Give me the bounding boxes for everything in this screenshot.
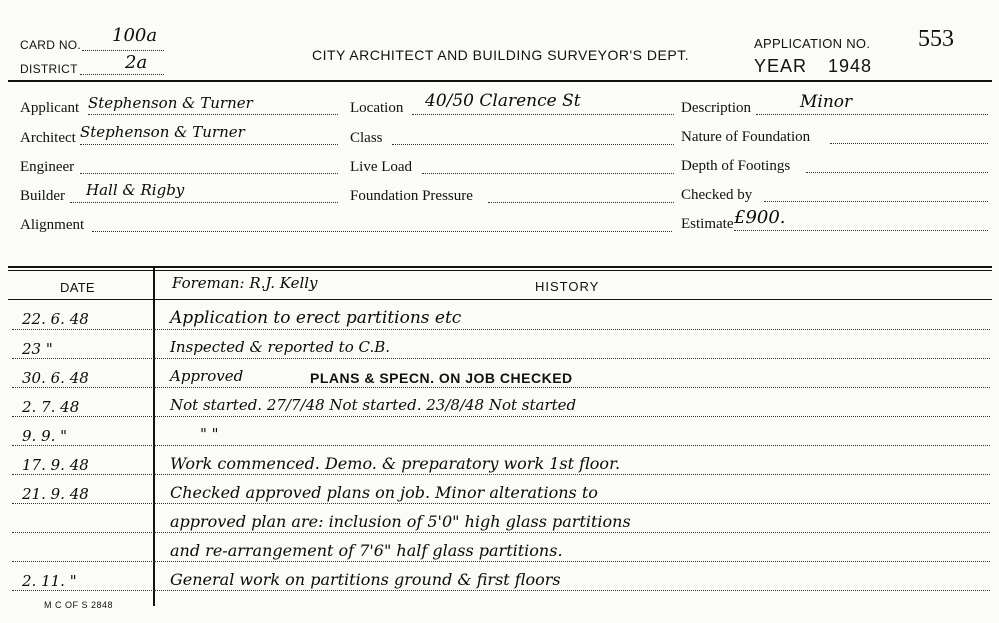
form-code: M C OF S 2848 [44, 600, 114, 610]
application-label: APPLICATION NO. [754, 36, 871, 51]
checked-line [764, 201, 988, 202]
history-row-date: 22. 6. 48 [22, 310, 89, 328]
history-row-date: 30. 6. 48 [22, 369, 89, 387]
nature-line [830, 143, 988, 144]
foundation-pressure-label: Foundation Pressure [350, 188, 473, 204]
description-label: Description [681, 100, 751, 116]
applicant-label: Applicant [20, 100, 80, 116]
history-row-date: 23 " [22, 340, 53, 358]
location-label: Location [350, 100, 404, 116]
rule-8 [12, 532, 990, 533]
live-load-line [422, 173, 674, 174]
history-row-text: General work on partitions ground & first floors [170, 570, 561, 589]
rule-1 [12, 329, 990, 330]
alignment-label: Alignment [20, 217, 85, 233]
rule-2 [12, 358, 990, 359]
checked-by-label: Checked by [681, 187, 753, 203]
date-header: DATE [60, 280, 95, 295]
history-row-text: Approved [170, 367, 244, 385]
estimate-value: £900. [734, 207, 786, 228]
date-column-rule [153, 266, 155, 606]
card-no-label: CARD NO. [20, 38, 82, 52]
description-value: Minor [800, 92, 853, 112]
history-row-text: " " [200, 425, 219, 443]
location-value: 40/50 Clarence St [425, 91, 581, 111]
architect-label: Architect [20, 130, 76, 146]
builder-line [70, 202, 338, 203]
rule-9 [12, 561, 990, 562]
location-line [412, 114, 674, 115]
history-row-text: approved plan are: inclusion of 5'0" high glass partitions [170, 512, 631, 531]
rule-10 [12, 590, 990, 591]
description-line [756, 114, 988, 115]
history-row-text: Application to erect partitions etc [170, 308, 462, 328]
history-row-text: Work commenced. Demo. & preparatory work 1st floor. [170, 454, 621, 473]
history-row-date: 21. 9. 48 [22, 485, 89, 503]
engineer-line [80, 173, 338, 174]
card-no-value: 100a [112, 25, 158, 46]
class-line [392, 144, 674, 145]
district-line [80, 74, 164, 75]
card-no-line [82, 50, 164, 51]
live-load-label: Live Load [350, 159, 413, 175]
district-value: 2a [125, 52, 148, 73]
history-row-date: 9. 9. " [22, 427, 68, 445]
builder-label: Builder [20, 188, 65, 204]
history-top-rule [8, 266, 992, 268]
history-row-text: Checked approved plans on job. Minor alterations to [170, 483, 598, 502]
year-value: 1948 [828, 56, 873, 76]
history-row-date: 2. 11. " [22, 572, 77, 590]
estimate-line [734, 230, 988, 231]
engineer-label: Engineer [20, 159, 75, 175]
nature-of-foundation-label: Nature of Foundation [681, 129, 811, 145]
rule-5 [12, 445, 990, 446]
rule-3 [12, 387, 990, 388]
foreman-note: Foreman: R.J. Kelly [172, 274, 318, 292]
alignment-line [92, 231, 672, 232]
depth-of-footings-label: Depth of Footings [681, 158, 791, 174]
history-header: HISTORY [535, 279, 600, 294]
district-label: DISTRICT [20, 62, 78, 76]
rule-6 [12, 474, 990, 475]
rule-7 [12, 503, 990, 504]
department-title: CITY ARCHITECT AND BUILDING SURVEYOR'S DEPT. [312, 47, 690, 63]
estimate-label: Estimate [681, 216, 734, 232]
application-number: 553 [918, 26, 954, 52]
history-row-text: Not started. 27/7/48 Not started. 23/8/48 Not started [170, 396, 577, 414]
depth-line [806, 172, 988, 173]
history-row-text: Inspected & reported to C.B. [170, 338, 391, 356]
rule-4 [12, 416, 990, 417]
architect-line [80, 144, 338, 145]
history-row-date: 2. 7. 48 [22, 398, 80, 416]
foundation-pressure-line [488, 202, 674, 203]
applicant-value: Stephenson & Turner [88, 94, 253, 112]
history-top-rule-2 [8, 270, 992, 271]
history-row-date: 17. 9. 48 [22, 456, 89, 474]
builder-value: Hall & Rigby [86, 181, 185, 199]
history-row-text: and re-arrangement of 7'6" half glass partitions. [170, 541, 563, 560]
history-header-rule [8, 299, 992, 300]
architect-value: Stephenson & Turner [80, 123, 245, 141]
applicant-line [88, 114, 338, 115]
checked-stamp: PLANS & SPECN. ON JOB CHECKED [310, 370, 573, 386]
year-label: YEAR [754, 56, 808, 76]
class-label: Class [350, 130, 383, 146]
header-rule [8, 80, 992, 82]
